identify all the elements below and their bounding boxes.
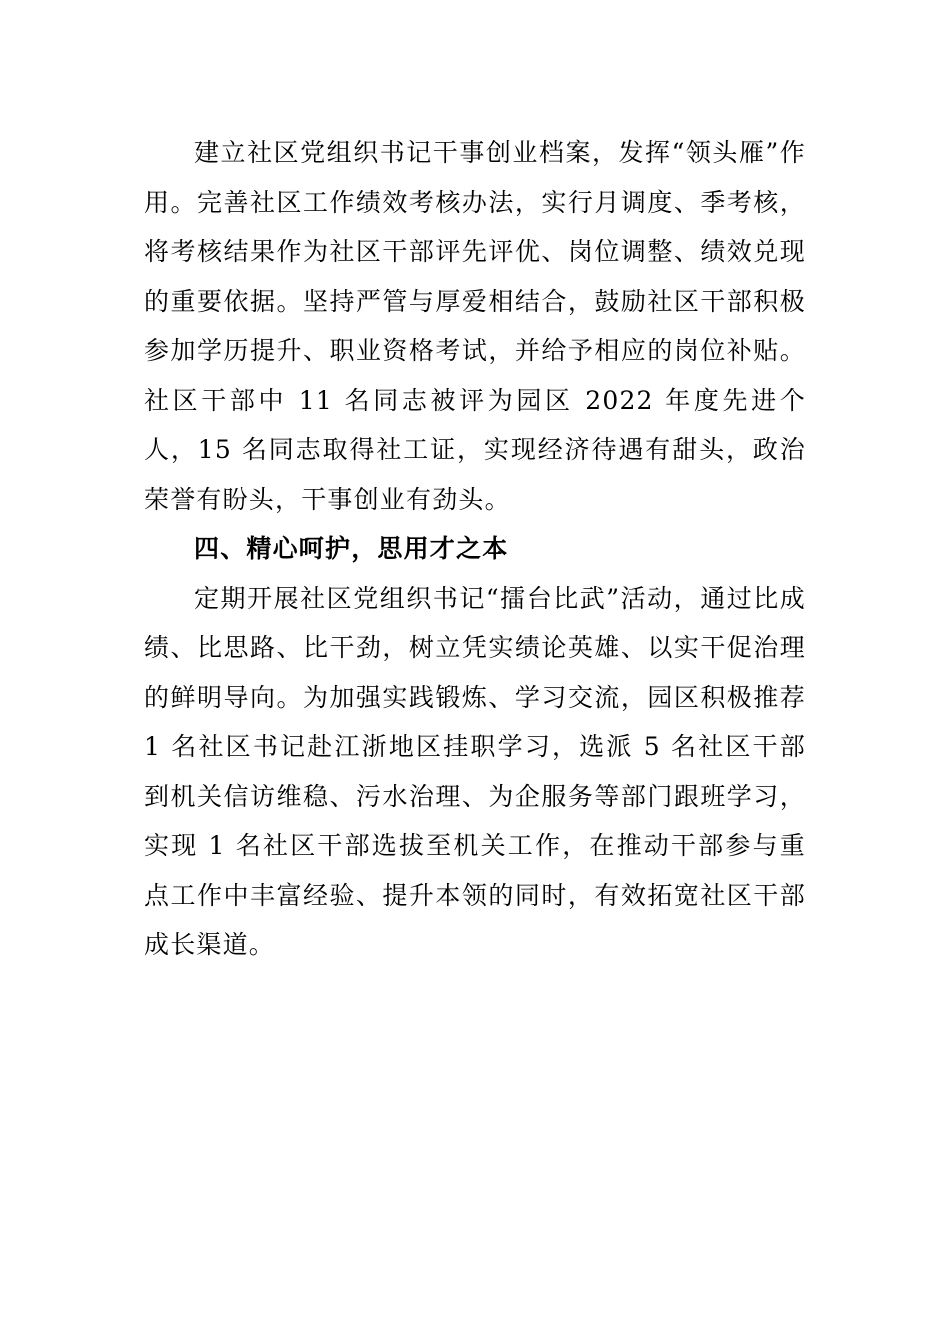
body-paragraph: 建立社区党组织书记干事创业档案，发挥“领头雁”作用。完善社区工作绩效考核办法，实行月调度、季考核，将考核结果作为社区干部评先评优、岗位调整、绩效兑现的重要依据。坚持严管与厚爱相结合，鼓励社区干部积极参加学历提升、职业资格考试，并给予相应的岗位补贴。社区干部中 11 名同志被评为园区 2022 年度先进个人，15 名同志取得社工证，实现经济待遇有甜头，政治荣誉有盼头，干事创业有劲头。: [144, 138, 806, 514]
document-body: [144, 128, 806, 970]
section-heading: 四、精心呵护，思用才之本: [194, 534, 509, 563]
body-paragraph: 定期开展社区党组织书记“擂台比武”活动，通过比成绩、比思路、比干劲，树立凭实绩论英雄、以实干促治理的鲜明导向。为加强实践锻炼、学习交流，园区积极推荐 1 名社区书记赴江浙地区挂职学习，选派 5 名社区干部到机关信访维稳、污水治理、为企服务等部门跟班学习，实现 1 名社区干部选拔至机关工作，在推动干部参与重点工作中丰富经验、提升本领的同时，有效拓宽社区干部成长渠道。: [144, 583, 806, 959]
